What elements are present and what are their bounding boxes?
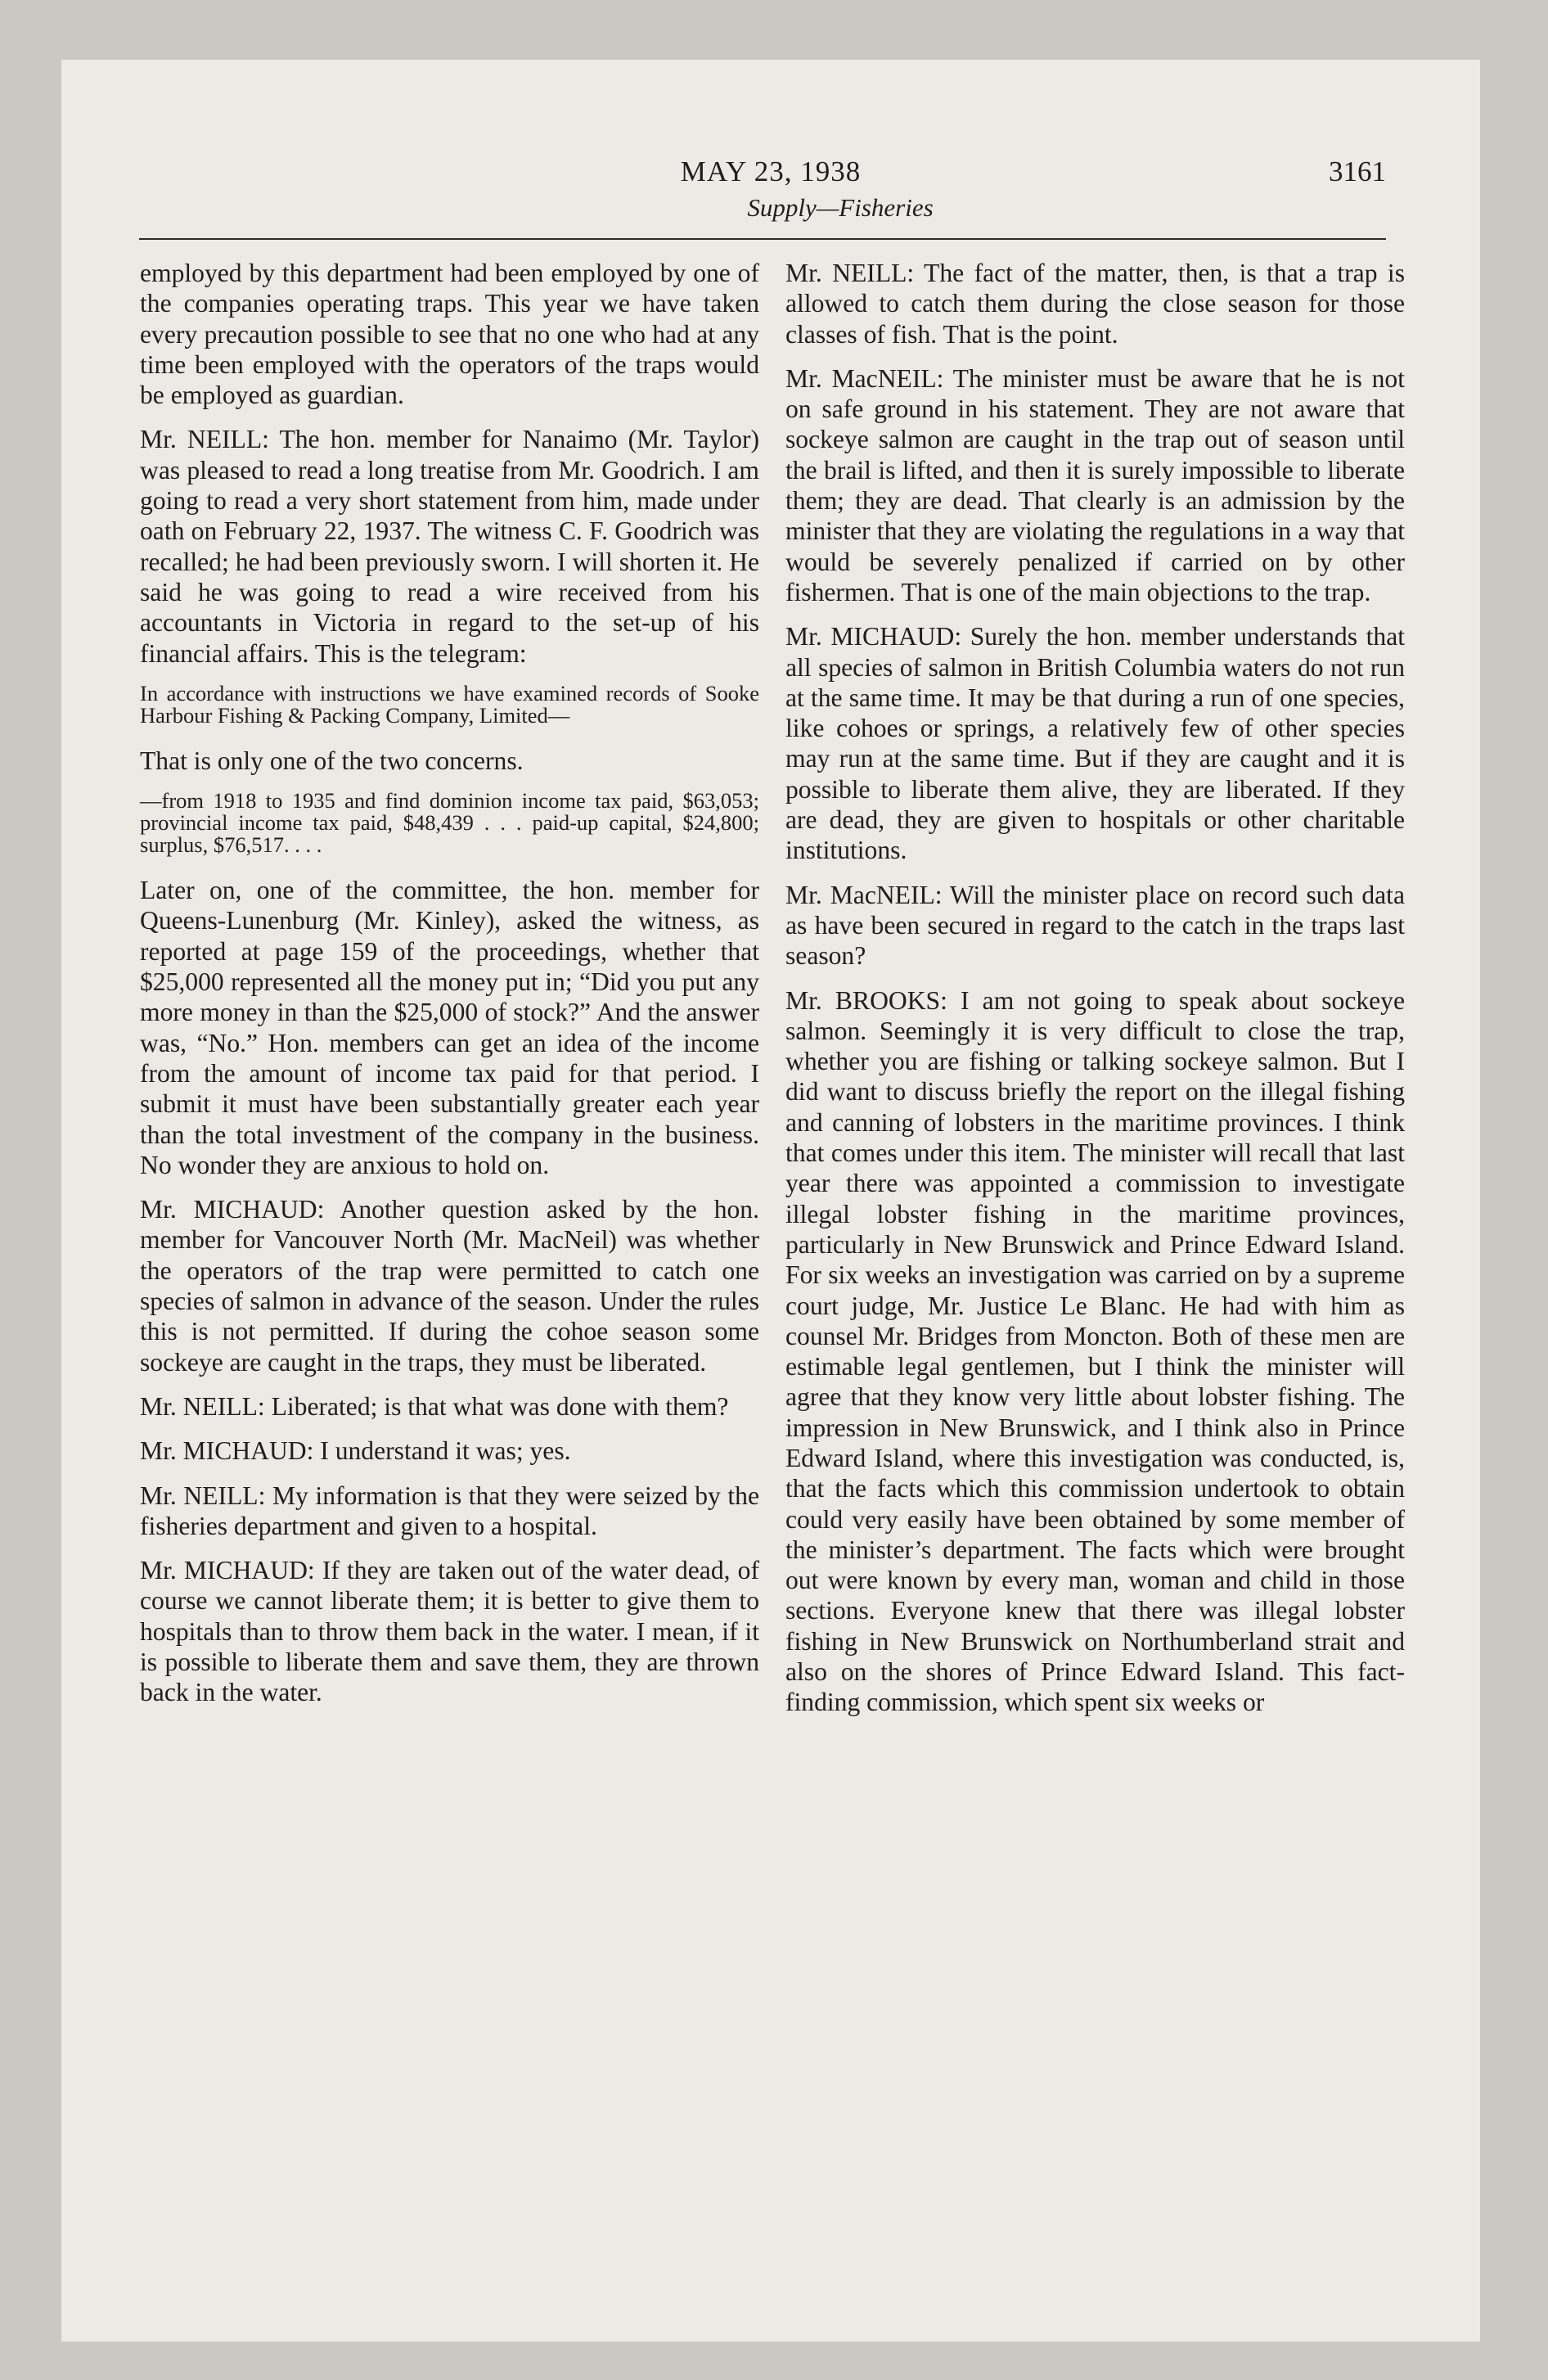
document-page <box>61 60 1480 2342</box>
page-number: 3161 <box>1329 156 1386 187</box>
paragraph: That is only one of the two concerns. <box>140 746 524 775</box>
paragraph: Mr. NEILL: The fact of the matter, then, is that a trap is allowed to catch them during the close season for those classes of fish. That is the point. <box>785 259 1405 349</box>
paragraph: Mr. NEILL: My information is that they were seized by the fisheries department and given to a hospital. <box>140 1481 759 1540</box>
right-column <box>785 258 1405 1732</box>
section-title: Supply—Fisheries <box>747 193 934 222</box>
paragraph: Mr. MICHAUD: If they are taken out of the water dead, of course we cannot liberate them; it is better to give them to hospitals than to throw them back in the water. I mean, if it is possible to liberate them and save them, they are thrown back in the water. <box>140 1556 759 1707</box>
paragraph: Mr. MICHAUD: I understand it was; yes. <box>140 1436 571 1466</box>
quoted-telegram: —from 1918 to 1935 and find dominion income tax paid, $63,053; provincial income tax paid, $48,439 . . . paid-up capital, $24,800; surplus, $76,517. . . . <box>140 788 759 858</box>
paragraph: Mr. BROOKS: I am not going to speak about sockeye salmon. Seemingly it is very difficult to close the trap, whether you are fishing or talking sockeye salmon. But I did want to discuss briefly the report on the illegal fishing and canning of lobsters in the maritime provinces. I think that comes under this item. The minister will recall that last year there was appointed a commission to investigate illegal lobster fishing in the maritime provinces, particularly in New Brunswick and Prince Edward Island. For six weeks an investigation was carried on by a supreme court judge, Mr. Justice Le Blanc. He had with him as counsel Mr. Bridges from Moncton. Both of these men are estimable legal gentlemen, but I think the minister will agree that they know very little about lobster fishing. The impression in New Brunswick, and I think also in Prince Edward Island, where this investigation was conducted, is, that the facts which this commission undertook to obtain could very easily have been obtained by some member of the minister’s department. The facts which were brought out were known by every man, woman and child in those sections. Everyone knew that there was illegal lobster fishing in New Brunswick on Northumberland strait and also on the shores of Prince Edward Island. This fact-finding commission, which spent six weeks or <box>785 985 1405 1717</box>
left-column <box>140 258 759 1722</box>
paragraph: Mr. MICHAUD: Surely the hon. member understands that all species of salmon in British Columbia waters do not run at the same time. It may be that during a run of one species, like cohoes or springs, a relatively few of other species may run at the same time. But if they are caught and it is possible to liberate them alive, they are liberated. If they are dead, they are given to hospitals or other charitable institutions. <box>785 622 1405 865</box>
page-header <box>61 156 1480 246</box>
paragraph: Mr. NEILL: Liberated; is that what was done with them? <box>140 1391 729 1421</box>
paragraph: Mr. MacNEIL: Will the minister place on record such data as have been secured in regard to the catch in the traps last season? <box>785 880 1405 971</box>
header-date: MAY 23, 1938 <box>680 156 862 187</box>
paragraph: Later on, one of the committee, the hon. member for Queens-Lunenburg (Mr. Kinley), asked the witness, as reported at page 159 of the proceedings, whether that $25,000 represented all the money put in; “Did you put any more money in than the $25,000 of stock?” And the answer was, “No.” Hon. members can get an idea of the income from the amount of income tax paid for that period. I submit it must have been substantially greater each year than the total investment of the company in the business. No wonder they are anxious to hold on. <box>140 876 759 1179</box>
paragraph: Mr. MICHAUD: Another question asked by the hon. member for Vancouver North (Mr. MacNeil) was whether the operators of the trap were permitted to catch one species of salmon in advance of the season. Under the rules this is not permitted. If during the cohoe season some sockeye are caught in the traps, they must be liberated. <box>140 1195 759 1377</box>
paragraph: Mr. NEILL: The hon. member for Nanaimo (Mr. Taylor) was pleased to read a long treatise from Mr. Goodrich. I am going to read a very short statement from him, made under oath on February 22, 1937. The witness C. F. Goodrich was recalled; he had been previously sworn. I will shorten it. He said he was going to read a wire received from his accountants in Victoria in regard to the set-up of his financial affairs. This is the telegram: <box>140 425 759 668</box>
paragraph: Mr. MacNEIL: The minister must be aware that he is not on safe ground in his statement. They are not aware that sockeye salmon are caught in the trap out of season until the brail is lifted, and then it is surely impossible to liberate them; they are dead. That clearly is an admission by the minister that they are violating the regulations in a way that would be severely penalized if carried on by other fishermen. That is one of the main objections to the trap. <box>785 363 1405 606</box>
paragraph: employed by this department had been employed by one of the companies operating traps. This year we have taken every precaution possible to see that no one who had at any time been employed with the operators of the traps would be employed as guardian. <box>140 259 759 410</box>
quoted-telegram: In accordance with instructions we have examined records of Sooke Harbour Fishing & Packing Company, Limited— <box>140 680 759 728</box>
header-rule <box>139 238 1386 240</box>
